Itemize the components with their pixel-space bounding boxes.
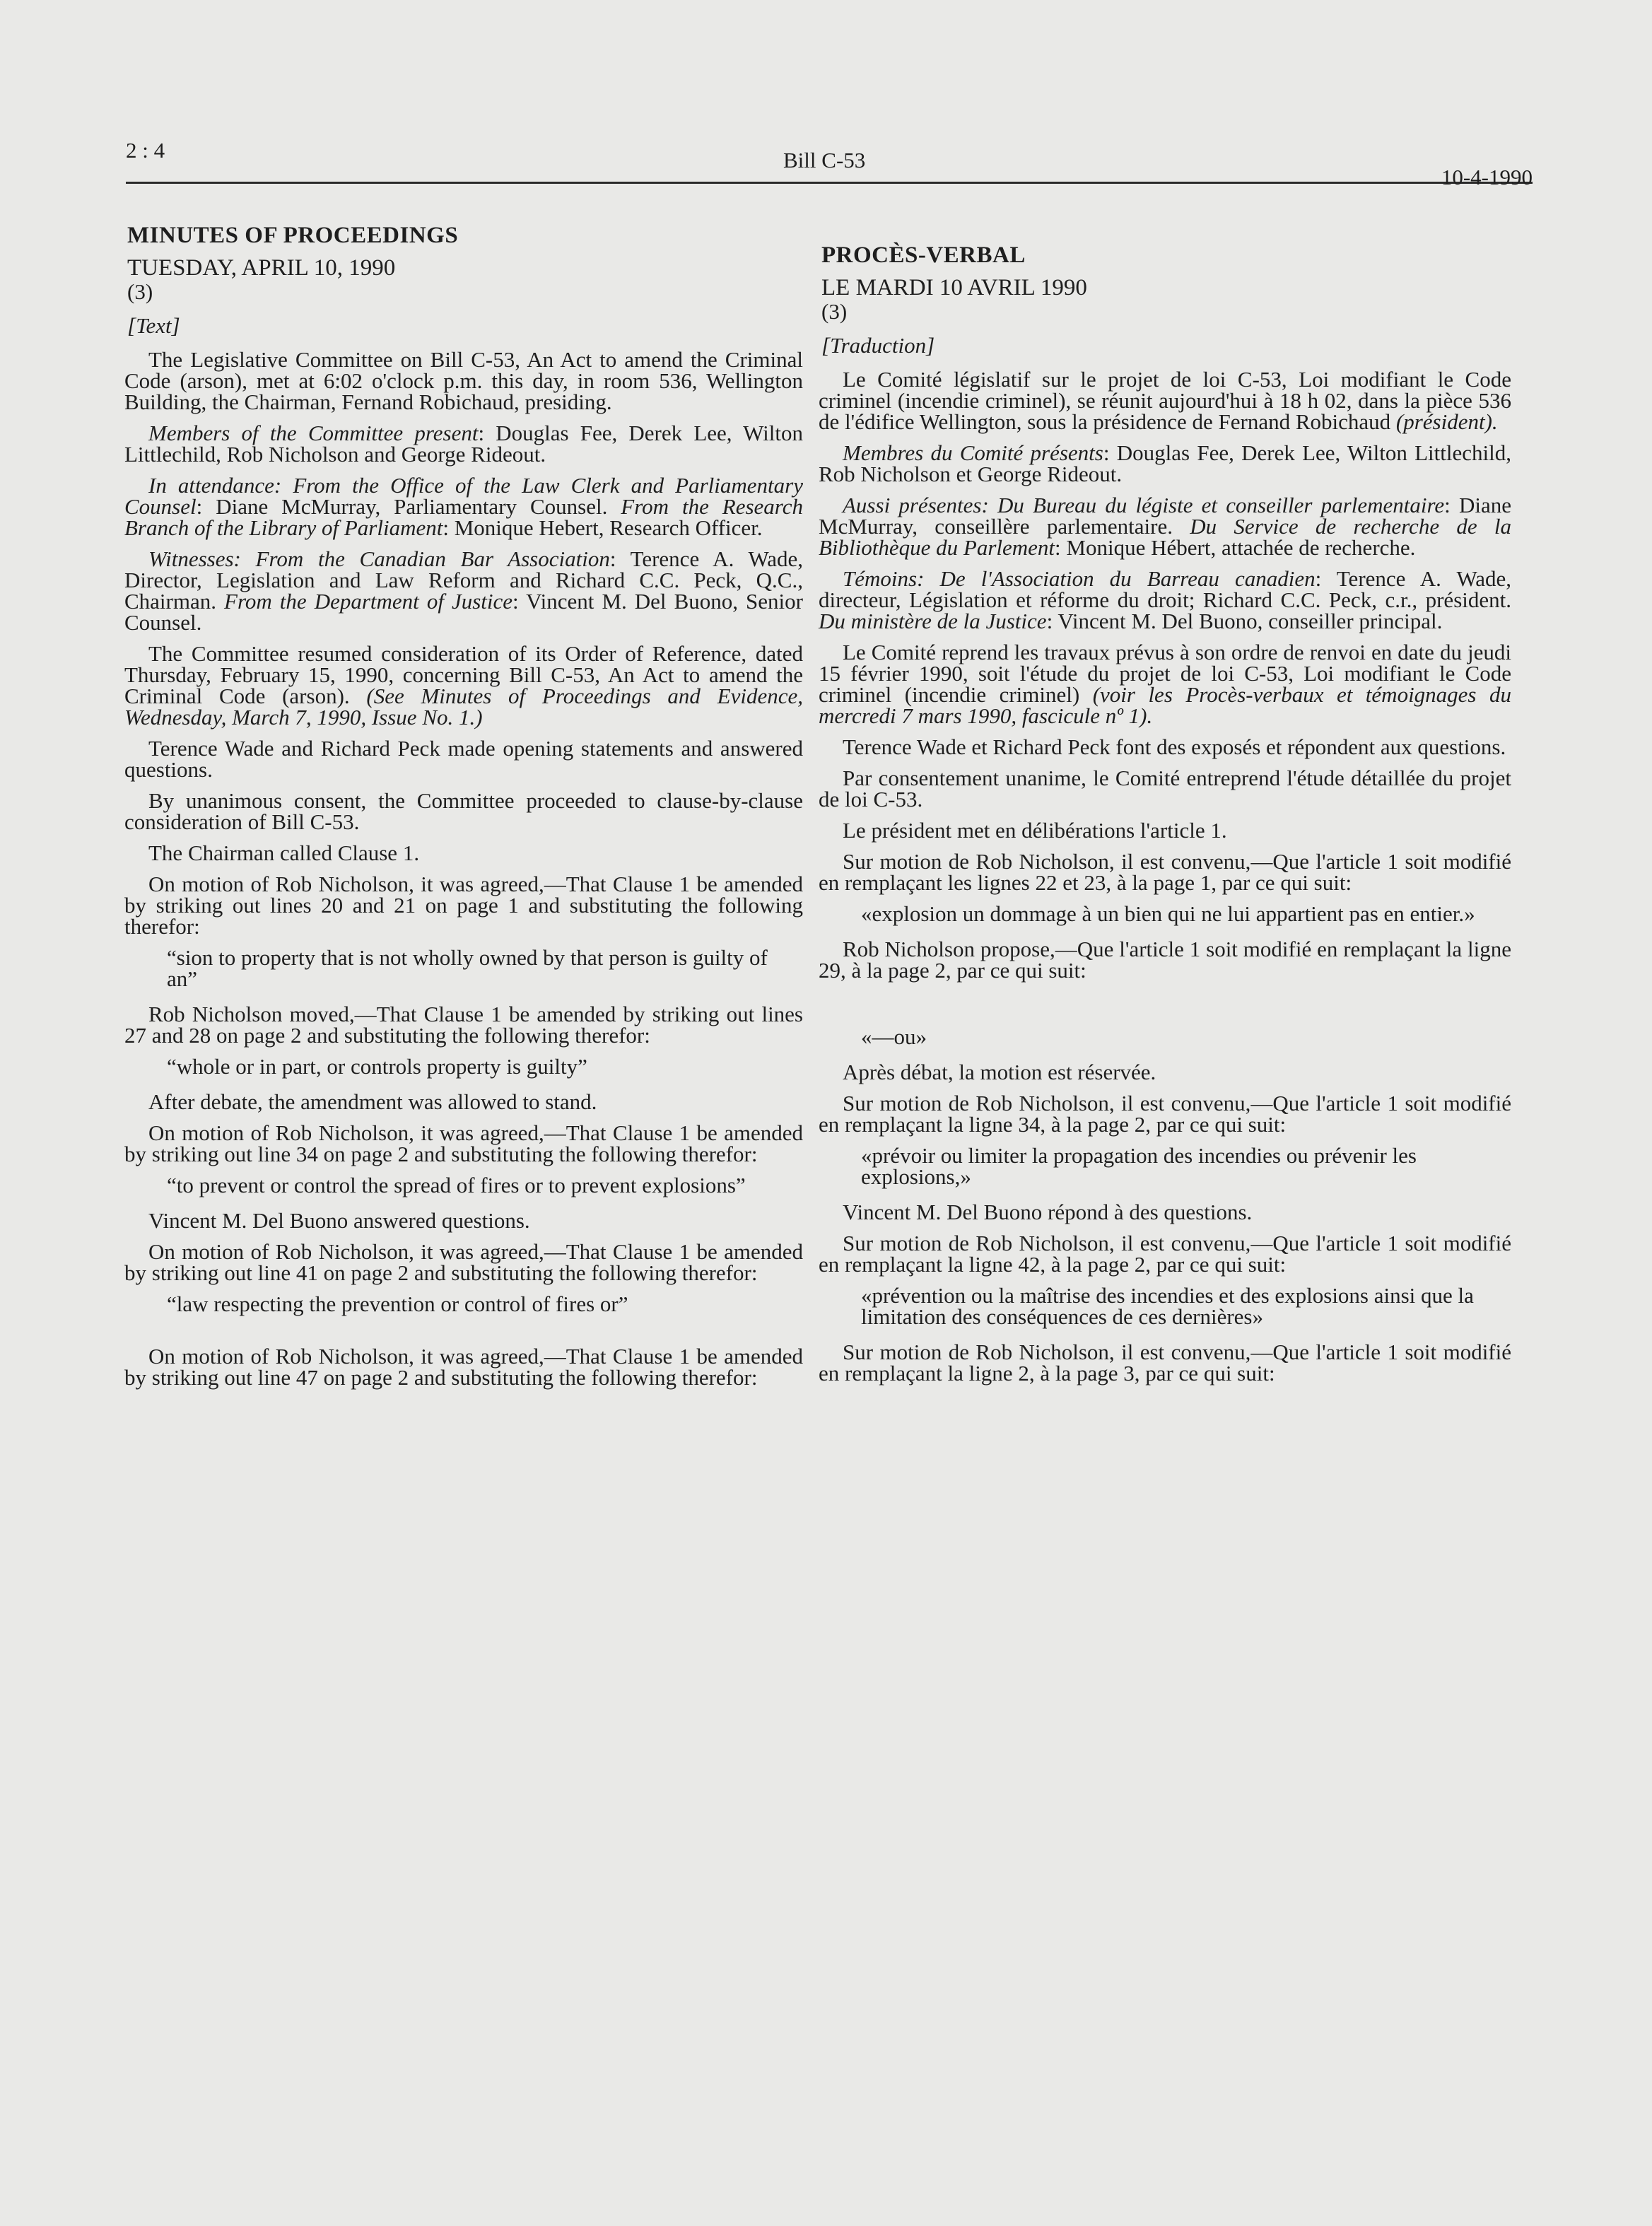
english-column bbox=[124, 212, 803, 1398]
quote-4: “law respecting the prevention or control of fires or” bbox=[167, 1291, 628, 1316]
french-column bbox=[819, 232, 1511, 1394]
quote-2: “whole or in part, or controls property is guilty” bbox=[167, 1054, 587, 1079]
attendance-label-2-fr: Du Service de recherche de la Bibliothèque du Parlement bbox=[819, 514, 1511, 560]
quote-4-fr: «prévention ou la maîtrise des incendies et des explosions ainsi que la limitation des conséquences de ces dernières» bbox=[861, 1283, 1474, 1329]
opening-statements-fr: Terence Wade et Richard Peck font des exposés et répondent aux questions. bbox=[843, 734, 1506, 759]
attendance-paragraph bbox=[124, 475, 803, 539]
meeting-number: (3) bbox=[127, 279, 153, 304]
debate-paragraph: After debate, the amendment was allowed to stand. bbox=[148, 1089, 597, 1114]
members-list-fr: : Douglas Fee, Derek Lee, Wilton Littlechild, Rob Nicholson et George Rideout. bbox=[819, 440, 1511, 486]
witnesses-1-fr: : Terence A. Wade, directeur, Législation et réforme du droit; Richard C.C. Peck, c.r., président. bbox=[819, 566, 1511, 612]
members-label: Members of the Committee present bbox=[148, 421, 479, 445]
motion-4: On motion of Rob Nicholson, it was agreed,—That Clause 1 be amended by striking out line 41 on page 2 and substituting the following therefor: bbox=[124, 1239, 803, 1285]
attendance-1-fr: : Diane McMurray, conseillère parlementaire. bbox=[819, 493, 1511, 539]
witnesses-label-2-fr: Du ministère de la Justice bbox=[819, 609, 1047, 633]
opening-statements: Terence Wade and Richard Peck made opening statements and answered questions. bbox=[124, 736, 803, 782]
attendance-1: : Diane McMurray, Parliamentary Counsel. bbox=[196, 494, 621, 519]
chairman-called: The Chairman called Clause 1. bbox=[148, 840, 420, 865]
motion-2-fr: Rob Nicholson propose,—Que l'article 1 soit modifié en remplaçant la ligne 29, à la page 2, par ce qui suit: bbox=[819, 937, 1511, 983]
witnesses-label-2: From the Department of Justice bbox=[224, 589, 513, 614]
opening-text-fr: Le Comité législatif sur le projet de loi C-53, Loi modifiant le Code criminel (incendie criminel), se réunit aujourd'hui à 18 h 02, dans la pièce 536 de l'édifice Wellington, sous la présidence de Fernand Robichaud bbox=[819, 367, 1511, 434]
attendance-paragraph-fr bbox=[819, 495, 1511, 558]
members-label-fr: Membres du Comité présents bbox=[843, 440, 1103, 465]
members-paragraph bbox=[124, 423, 803, 465]
resumed-text: The Committee resumed consideration of its Order of Reference, dated Thursday, February 15, 1990, concerning Bill C-53, An Act to amend the Criminal Code (arson). bbox=[124, 641, 803, 708]
resumed-paragraph-fr bbox=[819, 642, 1511, 727]
bill-title: Bill C-53 bbox=[783, 148, 866, 172]
consent-paragraph: By unanimous consent, the Committee proceeded to clause-by-clause consideration of Bill C-53. bbox=[124, 788, 803, 834]
resumed-paragraph bbox=[124, 643, 803, 728]
quote-1: “sion to property that is not wholly owned by that person is guilty of an” bbox=[167, 945, 768, 991]
attendance-label: In attendance: From the Office of the Law Clerk and Parliamentary Counsel bbox=[124, 473, 803, 519]
header-date: 10-4-1990 bbox=[1441, 165, 1533, 189]
witnesses-label-fr: Témoins: De l'Association du Barreau canadien bbox=[843, 566, 1316, 591]
del-buono-answered-fr: Vincent M. Del Buono répond à des questions. bbox=[843, 1200, 1253, 1224]
quote-3-fr: «prévoir ou limiter la propagation des incendies ou prévenir les explosions,» bbox=[861, 1143, 1417, 1189]
motion-5: On motion of Rob Nicholson, it was agreed,—That Clause 1 be amended by striking out line 47 on page 2 and substituting the following therefor: bbox=[124, 1344, 803, 1390]
president-role: (président). bbox=[1395, 409, 1498, 434]
text-tag: [Text] bbox=[127, 313, 180, 338]
attendance-2: : Monique Hebert, Research Officer. bbox=[443, 515, 763, 540]
debate-paragraph-fr: Après débat, la motion est réservée. bbox=[843, 1060, 1156, 1084]
members-list: : Douglas Fee, Derek Lee, Wilton Littlechild, Rob Nicholson and George Rideout. bbox=[124, 421, 803, 467]
witnesses-1: : Terence A. Wade, Director, Legislation and Law Reform and Richard C.C. Peck, Q.C., Chairman. bbox=[124, 546, 803, 614]
traduction-tag: [Traduction] bbox=[821, 333, 935, 358]
motion-3-fr: Sur motion de Rob Nicholson, il est convenu,—Que l'article 1 soit modifié en remplaçant la ligne 34, à la page 2, par ce qui suit: bbox=[819, 1091, 1511, 1137]
minutes-heading: MINUTES OF PROCEEDINGS bbox=[127, 223, 459, 248]
motion-1: On motion of Rob Nicholson, it was agreed,—That Clause 1 be amended by striking out lines 20 and 21 on page 1 and substituting the following therefor: bbox=[124, 872, 803, 939]
quote-1-fr: «explosion un dommage à un bien qui ne lui appartient pas en entier.» bbox=[861, 901, 1475, 926]
attendance-label-fr: Aussi présentes: Du Bureau du légiste et conseiller parlementaire bbox=[843, 493, 1445, 517]
motion-2: Rob Nicholson moved,—That Clause 1 be amended by striking out lines 27 and 28 on page 2 and substituting the following therefor: bbox=[124, 1002, 803, 1048]
motion-5-fr: Sur motion de Rob Nicholson, il est convenu,—Que l'article 1 soit modifié en remplaçant la ligne 2, à la page 3, par ce qui suit: bbox=[819, 1340, 1511, 1386]
meeting-date-fr: LE MARDI 10 AVRIL 1990 bbox=[821, 275, 1087, 300]
members-paragraph-fr bbox=[819, 440, 1511, 486]
quote-2-fr: «—ou» bbox=[861, 1024, 927, 1049]
resumed-reference: (See Minutes of Proceedings and Evidence, Wednesday, March 7, 1990, Issue No. 1.) bbox=[124, 684, 803, 730]
attendance-2-fr: : Monique Hébert, attachée de recherche. bbox=[1055, 535, 1416, 560]
meeting-date: TUESDAY, APRIL 10, 1990 bbox=[127, 255, 396, 281]
witnesses-2: : Vincent M. Del Buono, Senior Counsel. bbox=[124, 589, 803, 635]
page-number: 2 : 4 bbox=[126, 138, 165, 163]
quote-3: “to prevent or control the spread of fires or to prevent explosions” bbox=[167, 1173, 746, 1197]
resumed-text-fr: Le Comité reprend les travaux prévus à son ordre de renvoi en date du jeudi 15 février 1990, soit l'étude du projet de loi C-53, Loi modifiant le Code criminel (incendie criminel) bbox=[819, 640, 1511, 707]
del-buono-answered: Vincent M. Del Buono answered questions. bbox=[148, 1208, 530, 1233]
witnesses-2-fr: : Vincent M. Del Buono, conseiller principal. bbox=[1046, 609, 1443, 633]
chairman-called-fr: Le président met en délibérations l'article 1. bbox=[843, 818, 1227, 843]
witnesses-paragraph bbox=[124, 546, 803, 635]
witnesses-paragraph-fr bbox=[819, 568, 1511, 632]
opening-paragraph-fr bbox=[819, 369, 1511, 433]
proces-verbal-heading: PROCÈS-VERBAL bbox=[821, 242, 1026, 268]
motion-4-fr: Sur motion de Rob Nicholson, il est convenu,—Que l'article 1 soit modifié en remplaçant la ligne 42, à la page 2, par ce qui suit: bbox=[819, 1231, 1511, 1277]
resumed-reference-fr: (voir les Procès-verbaux et témoignages du mercredi 7 mars 1990, fascicule nº 1). bbox=[819, 682, 1511, 728]
page-header bbox=[126, 138, 1533, 189]
attendance-label-2: From the Research Branch of the Library of Parliament bbox=[124, 494, 803, 540]
witnesses-label: Witnesses: From the Canadian Bar Association bbox=[148, 546, 610, 571]
opening-paragraph: The Legislative Committee on Bill C-53, An Act to amend the Criminal Code (arson), met at 6:02 o'clock p.m. this day, in room 536, Wellington Building, the Chairman, Fernand Robichaud, presiding. bbox=[124, 347, 803, 414]
motion-3: On motion of Rob Nicholson, it was agreed,—That Clause 1 be amended by striking out line 34 on page 2 and substituting the following therefor: bbox=[124, 1120, 803, 1166]
motion-1-fr: Sur motion de Rob Nicholson, il est convenu,—Que l'article 1 soit modifié en remplaçant les lignes 22 et 23, à la page 1, par ce qui suit: bbox=[819, 849, 1511, 895]
meeting-number-fr: (3) bbox=[821, 299, 848, 324]
consent-paragraph-fr: Par consentement unanime, le Comité entreprend l'étude détaillée du projet de loi C-53. bbox=[819, 766, 1511, 812]
